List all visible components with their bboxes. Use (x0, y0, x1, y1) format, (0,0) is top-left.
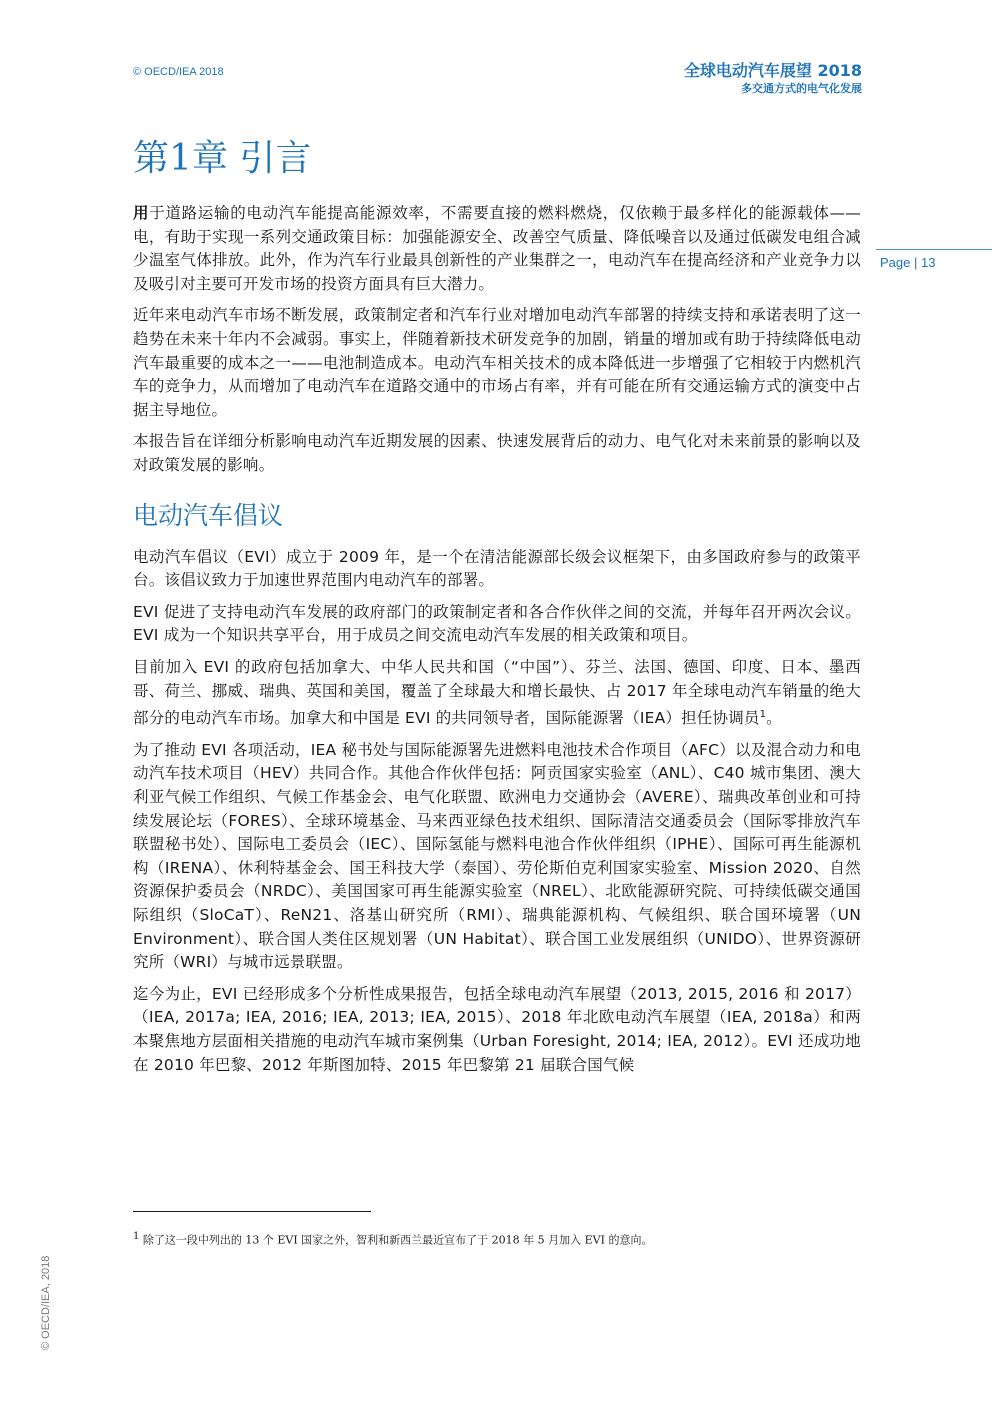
report-title: 全球电动汽车展望 2018 (683, 61, 862, 80)
section-title: 电动汽车倡议 (133, 500, 284, 530)
section-paragraph-5: 迄今为止，EVI 已经形成多个分析性成果报告，包括全球电动汽车展望（2013, 2015, 2016 和 2017）（IEA, 2017a; IEA, 2016; IEA, 2013; IEA, 2015）、2018 年北欧电动汽车展望（IEA, 2018a）和两本聚焦地方层面相关措施的电动汽车城市案例集（Urban Foresight, 2014; IEA, 2012）。EVI 还成功地在 2010 年巴黎、2012 年斯图加特、2015 年巴黎第 21 届联合国气候 (133, 984, 861, 1074)
section-paragraph-3 (133, 656, 861, 731)
header-report-info (684, 61, 862, 97)
page-number: Page | 13 (880, 255, 936, 270)
footnote-mark: 1 (133, 1231, 140, 1242)
header-copyright: © OECD/IEA 2018 (133, 66, 224, 78)
chapter-title: 第1章 引言 (133, 138, 312, 179)
side-copyright: © OECD/IEA, 2018 (40, 1255, 52, 1350)
report-subtitle: 多交通方式的电气化发展 (741, 82, 862, 95)
section-paragraph-3-end: 。 (766, 709, 782, 728)
footnote (133, 1229, 861, 1249)
page-content (133, 130, 861, 1085)
drop-cap: 用 (133, 204, 150, 222)
intro-paragraph-1-text: 于道路运输的电动汽车能提高能源效率，不需要直接的燃料燃烧，仅依赖于最多样化的能源载体——电，有助于实现一系列交通政策目标：加强能源安全、改善空气质量、降低噪音以及通过低碳发电组合减少温室气体排放。此外，作为汽车行业最具创新性的产业集群之一，电动汽车在提高经济和产业竞争力以及吸引对主要可开发市场的投资方面具有巨大潜力。 (133, 204, 861, 293)
page-number-rule (876, 249, 992, 250)
section-paragraph-1: 电动汽车倡议（EVI）成立于 2009 年，是一个在清洁能源部长级会议框架下，由多国政府参与的政策平台。该倡议致力于加速世界范围内电动汽车的部署。 (133, 547, 861, 590)
footnote-divider (133, 1211, 371, 1212)
intro-paragraph-3: 本报告旨在详细分析影响电动汽车近期发展的因素、快速发展背后的动力、电气化对未来前景的影响以及对政策发展的影响。 (133, 432, 861, 474)
intro-paragraph-2: 近年来电动汽车市场不断发展，政策制定者和汽车行业对增加电动汽车部署的持续支持和承诺表明了这一趋势在未来十年内不会减弱。事实上，伴随着新技术研发竞争的加剧，销量的增加或有助于持续降低电动汽车最重要的成本之一——电池制造成本。电动汽车相关技术的成本降低进一步增强了它相较于内燃机汽车的竞争力，从而增加了电动汽车在道路交通中的市场占有率，并有可能在所有交通运输方式的演变中占据主导地位。 (133, 306, 861, 419)
section-paragraph-3-text: 目前加入 EVI 的政府包括加拿大、中华人民共和国（“中国”）、芬兰、法国、德国、印度、日本、墨西哥、荷兰、挪威、瑞典、英国和美国，覆盖了全球最大和增长最快、占 2017 年全球电动汽车销量的绝大部分的电动汽车市场。加拿大和中国是 EVI 的共同领导者，国际能源署（IEA）担任协调员 (133, 657, 861, 728)
section-paragraph-2: EVI 促进了支持电动汽车发展的政府部门的政策制定者和各合作伙伴之间的交流，并每年召开两次会议。EVI 成为一个知识共享平台，用于成员之间交流电动汽车发展的相关政策和项目。 (133, 602, 861, 645)
footnote-text: 除了这一段中列出的 13 个 EVI 国家之外，智利和新西兰最近宣布了于 2018 年 5 月加入 EVI 的意向。 (139, 1233, 653, 1247)
footnote-reference[interactable]: 1 (759, 709, 767, 721)
section-paragraph-4: 为了推动 EVI 各项活动，IEA 秘书处与国际能源署先进燃料电池技术合作项目（AFC）以及混合动力和电动汽车技术项目（HEV）共同合作。其他合作伙伴包括：阿贡国家实验室（ANL）、C40 城市集团、澳大利亚气候工作组织、气候工作基金会、电气化联盟、欧洲电力交通协会（AVERE）、瑞典改革创业和可持续发展论坛（FORES）、全球环境基金、马来西亚绿色技术组织、国际清洁交通委员会（国际零排放汽车联盟秘书处）、国际电工委员会（IEC）、国际氢能与燃料电池合作伙伴组织（IPHE）、国际可再生能源机构（IRENA）、休利特基金会、国王科技大学（泰国）、劳伦斯伯克利国家实验室、Mission 2020、自然资源保护委员会（NRDC）、美国国家可再生能源实验室（NREL）、北欧能源研究院、可持续低碳交通国际组织（SloCaT）、ReN21、洛基山研究所（RMI）、瑞典能源机构、气候组织、联合国环境署（UN Environment）、联合国人类住区规划署（UN Habitat）、联合国工业发展组织（UNIDO）、世界资源研究所（WRI）与城市远景联盟。 (133, 740, 861, 972)
intro-paragraph-1 (133, 202, 861, 296)
